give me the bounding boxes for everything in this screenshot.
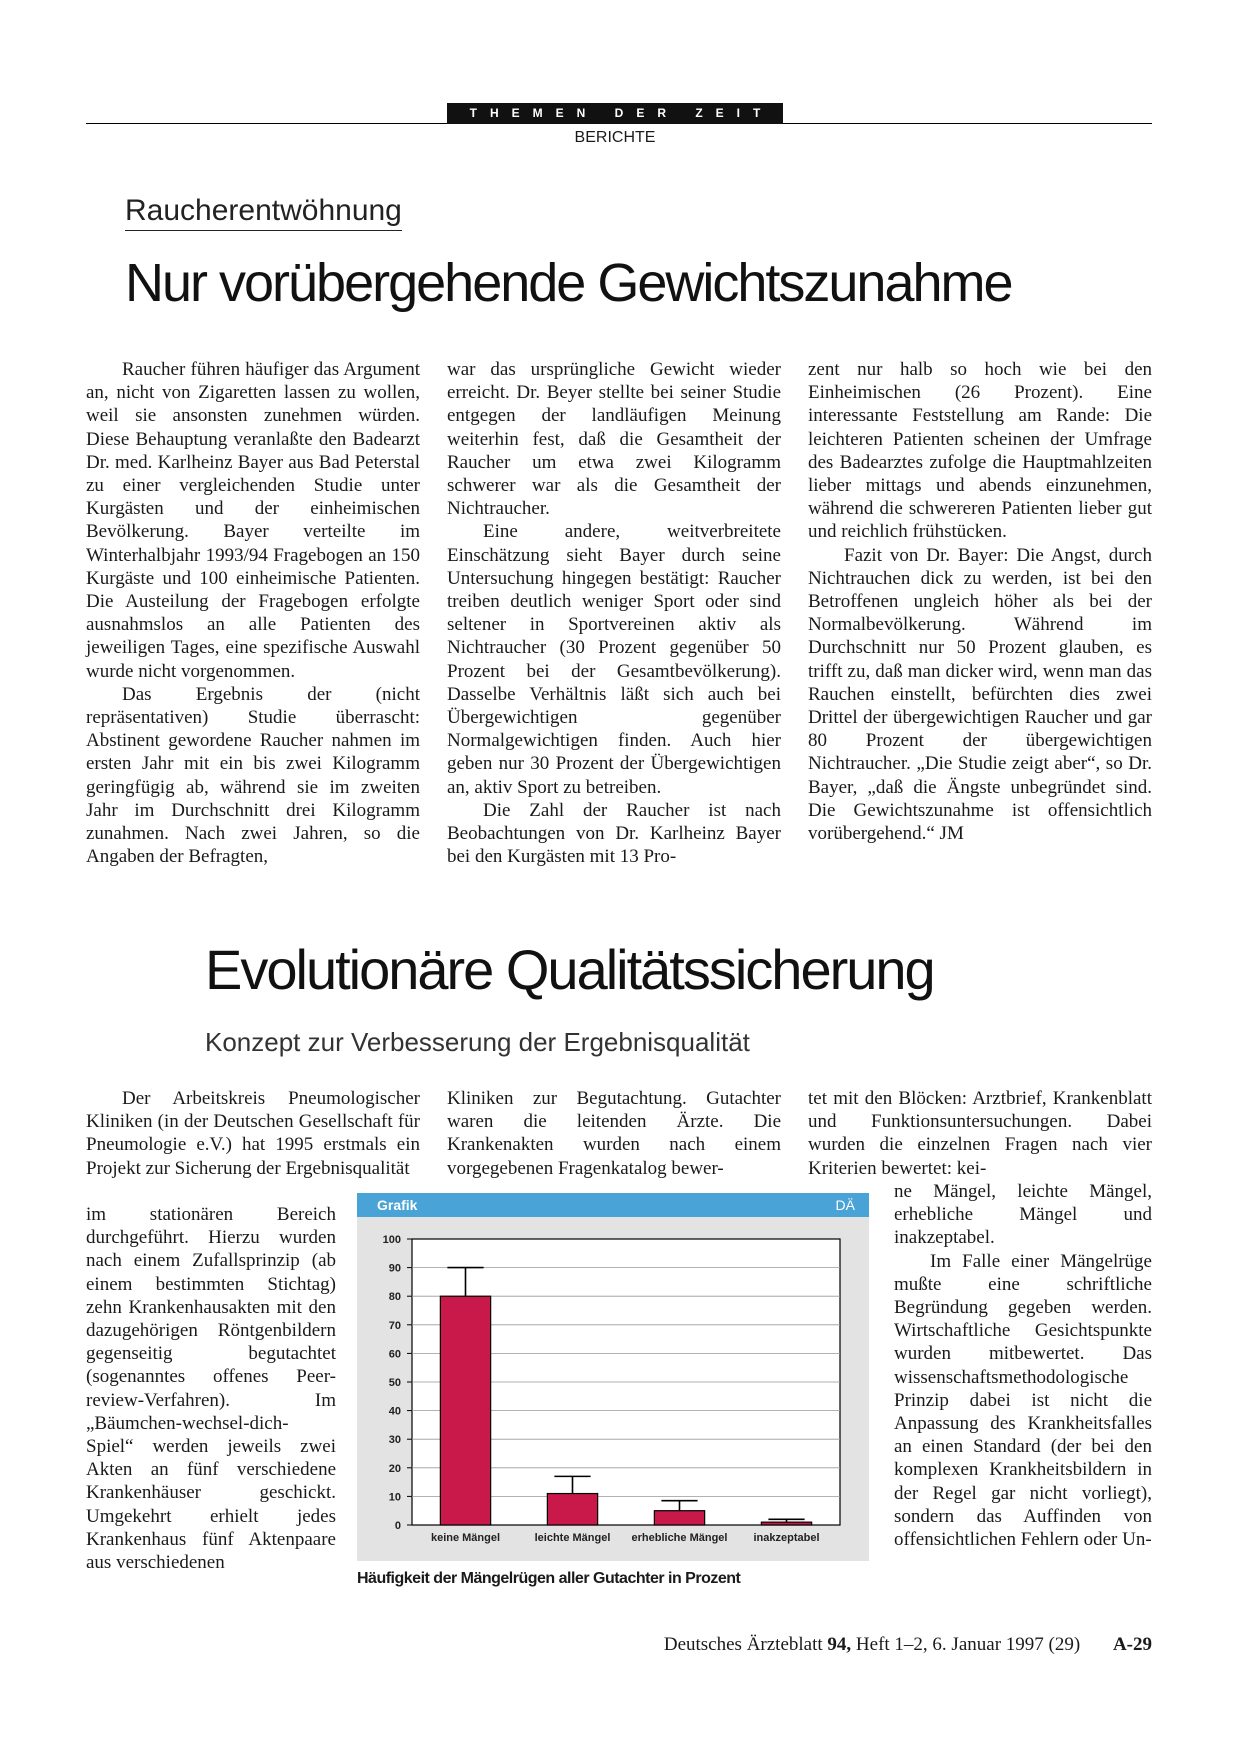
- y-tick-label: 10: [388, 1491, 401, 1504]
- article2-column-3-bottom: [894, 1180, 1152, 1551]
- y-tick-label: 20: [388, 1462, 401, 1475]
- paragraph: im stationären Bereich durchgeführt. Hierzu wurden nach einem Zufallsprinzip (ab einem bestimmten Stichtag) zehn Krankenhausakten mit den dazugehörigen Röntgenbildern gegenseitig begutachtet (sogenanntes offenes Peer-review-Verfahren). Im „Bäumchen-wechsel-dich-Spiel“ werden jeweils zwei Akten an fünf verschiedene Krankenhäuser geschickt. Umgekehrt erhielt jedes Krankenhaus fünf Aktenpaare aus verschiedenen: [86, 1204, 336, 1574]
- paragraph: war das ursprüngliche Gewicht wieder erreicht. Dr. Beyer stellte bei seiner Studie entgegen der landläufigen Meinung weiterhin fest, daß die Gesamtheit der Raucher um etwa zwei Kilogramm schwerer war als die Gesamtheit der Nichtraucher.: [447, 359, 781, 520]
- article-kicker: Raucherentwöhnung: [125, 193, 402, 231]
- paragraph: tet mit den Blöcken: Arztbrief, Krankenblatt und Funktionsuntersuchungen. Dabei wurden die einzelnen Fragen nach vier Kriterien bewertet: kei-: [808, 1088, 1152, 1179]
- bar-2: [547, 1494, 597, 1525]
- bar-chart: [357, 1217, 869, 1561]
- y-tick-label: 60: [388, 1348, 401, 1361]
- y-tick-label: 0: [394, 1520, 401, 1532]
- y-tick-label: 90: [388, 1262, 401, 1275]
- y-tick-label: 40: [388, 1405, 401, 1418]
- article-title: Nur vorübergehende Gewichtszunahme: [125, 253, 1012, 313]
- article1-column-3: [808, 358, 1152, 845]
- paragraph: ne Mängel, leichte Mängel, erhebliche Mängel und inakzeptabel.: [894, 1181, 1152, 1249]
- bar-1: [440, 1296, 490, 1525]
- journal-volume: 94,: [827, 1634, 852, 1655]
- article2-title: Evolutionäre Qualitätssicherung: [205, 938, 934, 1001]
- article1-column-2: [447, 358, 781, 868]
- paragraph: Raucher führen häufiger das Argument an, nicht von Zigaretten lassen zu wollen, weil sie ansonsten zunehmen würden. Diese Behauptung veranlaßte den Badearzt Dr. med. Karlheinz Bayer aus Bad Peterstal zu einer vergleichenden Studie unter Kurgästen und der einheimischen Bevölkerung. Bayer verteilte im Winterhalbjahr 1993/94 Fragebogen an 150 Kurgäste und 100 einheimische Patienten. Die Austeilung der Fragebogen erfolgte ausnahmslos an alle Patienten des jeweiligen Tages, eine spezifische Auswahl wurde nicht vorgenommen.: [86, 359, 420, 682]
- paragraph: Der Arbeitskreis Pneumologischer Kliniken (in der Deutschen Gesellschaft für Pneumologie e.V.) hat 1995 erstmals ein Projekt zur Sicherung der Ergebnisqualität: [86, 1088, 420, 1179]
- chart-caption: Häufigkeit der Mängelrügen aller Gutachter in Prozent: [357, 1570, 741, 1587]
- chart-header: [357, 1193, 869, 1217]
- y-tick-label: 30: [388, 1434, 401, 1447]
- article2-subtitle: Konzept zur Verbesserung der Ergebnisqualität: [205, 1027, 750, 1057]
- x-tick-label: inakzeptabel: [753, 1532, 820, 1544]
- paragraph: Die Zahl der Raucher ist nach Beobachtungen von Dr. Karlheinz Bayer bei den Kurgästen mit 13 Pro-: [447, 799, 781, 868]
- page-footer: [620, 1634, 1152, 1656]
- journal-issue: Heft 1–2, 6. Januar 1997 (29): [855, 1634, 1081, 1655]
- section-label: BERICHTE: [574, 129, 656, 146]
- chart-label: Grafik: [377, 1197, 418, 1213]
- x-tick-label: leichte Mängel: [534, 1532, 611, 1544]
- article2-column-3-top: [808, 1087, 1152, 1180]
- article2-column-1-top: [86, 1087, 420, 1180]
- bar-3: [654, 1511, 704, 1525]
- y-tick-label: 70: [388, 1319, 401, 1332]
- x-tick-label: keine Mängel: [430, 1532, 501, 1544]
- chart-brand: DÄ: [835, 1197, 855, 1213]
- paragraph: Fazit von Dr. Bayer: Die Angst, durch Nichtrauchen dick zu werden, ist bei den Betroffenen ungleich höher als bei der Normalbevölkerung. Während im Durchschnitt nur 50 Prozent glauben, es trifft zu, daß man dicker wird, wenn man das Rauchen einstellt, befürchten dies zwei Drittel der übergewichtigen Raucher und gar 80 Prozent der übergewichtigen Nichtraucher. „Die Studie zeigt aber“, so Dr. Bayer, „daß die Ängste unbegründet sind. Die Gewichtszunahme ist offensichtlich vorübergehend.“ JM: [808, 544, 1152, 845]
- article1-column-1: [86, 358, 420, 868]
- y-tick-label: 50: [388, 1377, 401, 1389]
- paragraph: Kliniken zur Begutachtung. Gutachter waren die leitenden Ärzte. Die Krankenakten wurden nach einem vorgegebenen Fragenkatalog bewer-: [447, 1088, 781, 1179]
- article2-column-1-bottom: [86, 1203, 336, 1574]
- paragraph: Im Falle einer Mängelrüge mußte eine schriftliche Begründung gegeben werden. Wirtschaftliche Gesichtspunkte wurden mitbewertet. Das wissenschaftsmethodologische Prinzip dabei ist nicht die Anpassung des Krankheitsfalles an einen Standard (der bei den komplexen Krankheitsbildern in der Regel gar nicht vorliegt), sondern das Auffinden von offensichtlichen Fehlern oder Un-: [894, 1250, 1152, 1551]
- bar-4: [761, 1522, 811, 1525]
- paragraph: zent nur halb so hoch wie bei den Einheimischen (26 Prozent). Eine interessante Feststellung am Rande: Die leichteren Patienten scheinen der Umfrage des Badearztes zufolge die Hauptmahlzeiten lieber mittags und abends einzunehmen, während die schwereren Patienten lieber gut und reichlich frühstücken.: [808, 359, 1152, 543]
- paragraph: Eine andere, weitverbreitete Einschätzung sieht Bayer durch seine Untersuchung hingegen bestätigt: Raucher treiben deutlich weniger Sport oder sind seltener in Sportvereinen aktiv als Nichtraucher (30 Prozent gegenüber 50 Prozent bei der Gesamtbevölkerung). Dasselbe Verhältnis läßt sich auch bei Übergewichtigen gegenüber Normalgewichtigen finden. Auch hier geben nur 30 Prozent der Übergewichtigen an, aktiv Sport zu betreiben.: [447, 521, 781, 798]
- paragraph: Das Ergebnis der (nicht repräsentativen) Studie überrascht: Abstinent gewordene Raucher nahmen im ersten Jahr mit ein bis zwei Kilogramm geringfügig ab, während sie im zweiten Jahr im Durchschnitt drei Kilogramm zunahmen. Nach zwei Jahren, so die Angaben der Befragten,: [86, 683, 420, 868]
- y-tick-label: 100: [382, 1234, 401, 1246]
- journal-name: Deutsches Ärzteblatt: [663, 1634, 823, 1655]
- y-tick-label: 80: [388, 1291, 401, 1304]
- page-number: A-29: [1112, 1634, 1152, 1655]
- section-band: THEMEN DER ZEIT: [447, 103, 783, 124]
- article2-column-2: [447, 1087, 781, 1180]
- x-tick-label: erhebliche Mängel: [631, 1532, 728, 1544]
